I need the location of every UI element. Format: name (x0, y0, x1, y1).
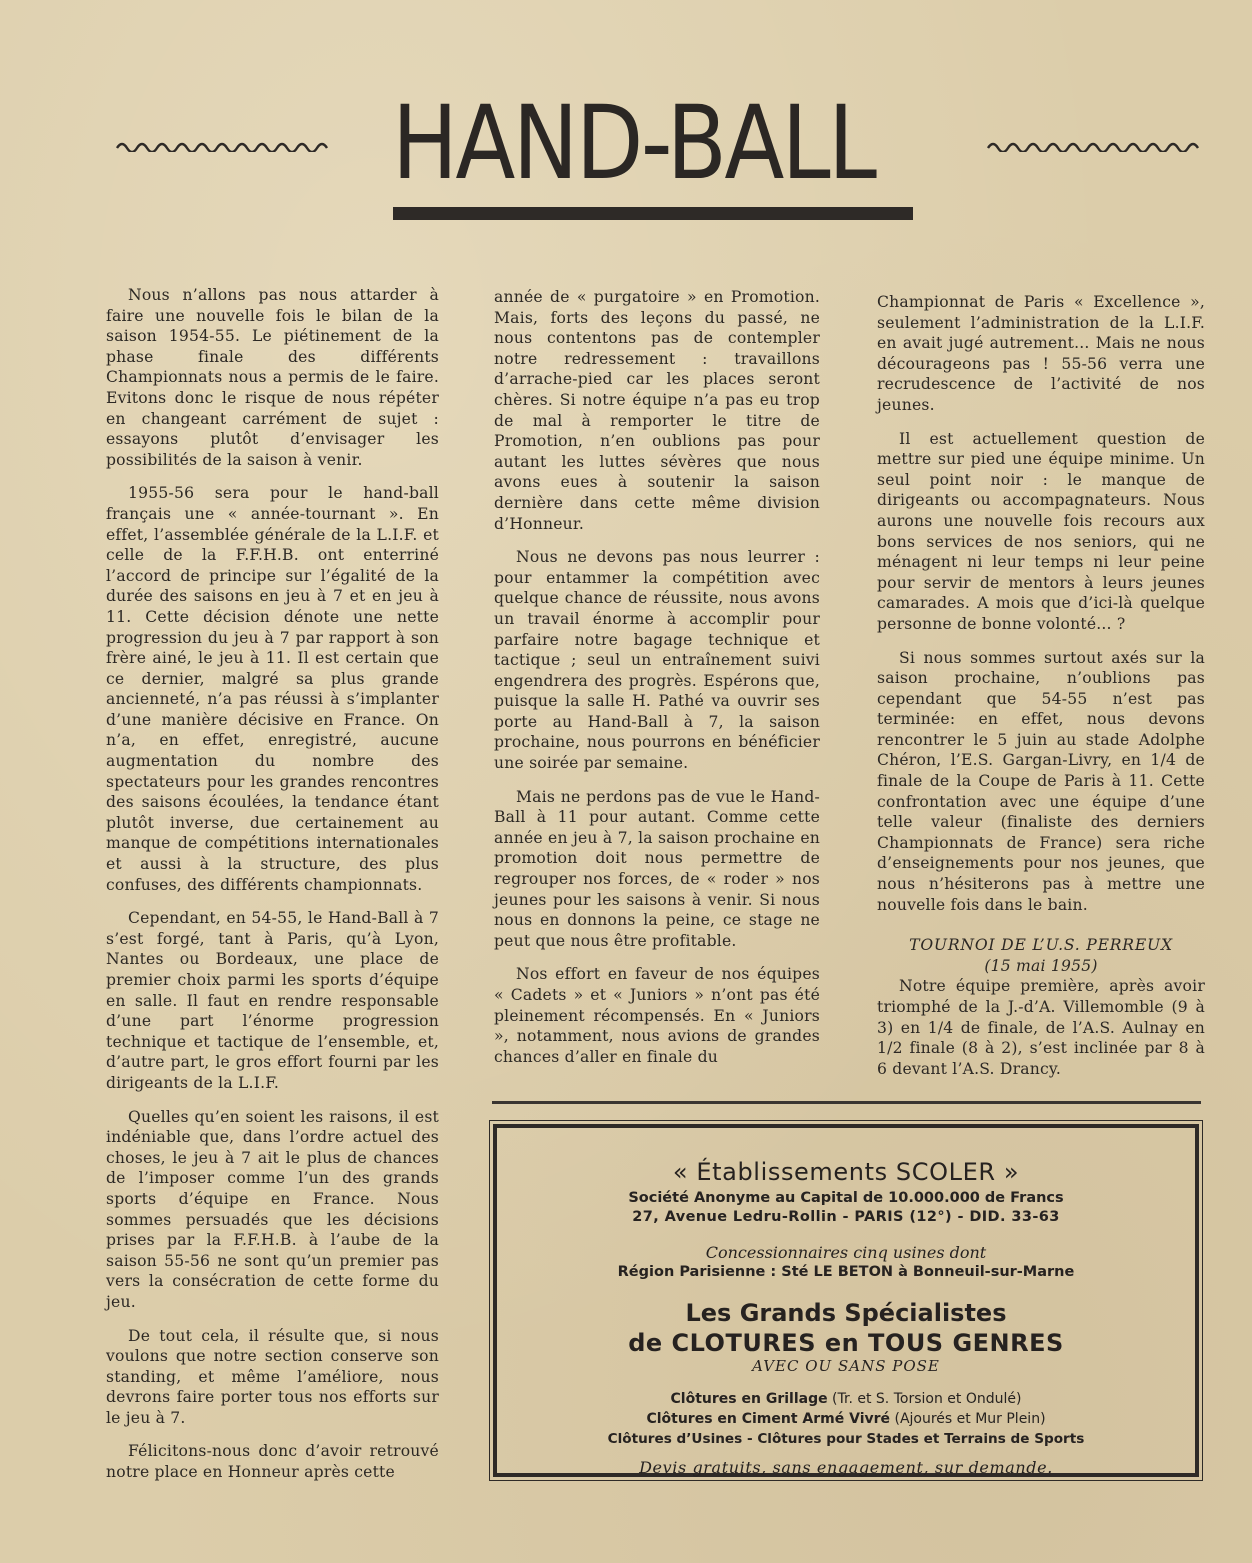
masthead (0, 84, 1252, 228)
divider-rule (492, 1101, 1201, 1104)
page-title: HAND-BALL (392, 84, 875, 203)
title-underline (393, 207, 913, 220)
ad-product-line-3: Clôtures d’Usines - Clôtures pour Stades et Terrains de Sports (607, 1431, 1085, 1447)
paragraph: Championnat de Paris « Excellence », seulement l’administration de la L.I.F. en avait jugé autrement... Mais ne nous décourageons pas ! 55-56 verra une recrudescence de l’activité de nos jeunes. (877, 293, 1205, 414)
article-column-2 (494, 287, 820, 1080)
ad-capital: Société Anonyme au Capital de 10.000.000 de Francs (628, 1190, 1064, 1206)
ad-company-name: « Établissements SCOLER » (672, 1158, 1020, 1186)
ad-product-line-2 (497, 1411, 1195, 1427)
ad-headline-3: AVEC OU SANS POSE (752, 1357, 940, 1375)
paragraph: De tout cela, il résulte que, si nous voulons que notre section conserve son standing, et même l’améliore, nous devrons faire porter tous nos efforts sur le jeu à 7. (106, 1326, 439, 1427)
ad-product-2-detail: (Ajourés et Mur Plein) (890, 1411, 1046, 1427)
paragraph: Nos effort en faveur de nos équipes « Cadets » et « Juniors » n’ont pas été pleinement récompensés. En « Juniors », notamment, nous avions de grandes chances d’aller en finale du (494, 965, 820, 1066)
ad-concession: Concessionnaires cinq usines dont (705, 1243, 987, 1262)
paragraph: Il est actuellement question de mettre sur pied une équipe minime. Un seul point noir : le manque de dirigeants ou accompagnateurs. Nous aurons une nouvelle fois recours aux bons services de nos seniors, qui ne ménagent ni leur temps ni leur peine pour servir de mentors à leurs jeunes camarades. A mois que d’ici-là quelque personne de bonne volonté... ? (877, 429, 1205, 633)
wavy-ornament-left (115, 138, 333, 152)
ad-headline-2: de CLOTURES en TOUS GENRES (628, 1329, 1064, 1357)
ad-address: 27, Avenue Ledru-Rollin - PARIS (12°) - DID. 33-63 (632, 1209, 1060, 1225)
paragraph: Si nous sommes surtout axés sur la saison prochaine, n’oublions pas cependant que 54-55 n’est pas terminée: en effet, nous devons rencontrer le 5 juin au stade Adolphe Chéron, l’E.S. Gargan-Livry, en 1/4 de finale de la Coupe de Paris à 11. Cette confrontation avec une équipe d’une telle valeur (finaliste des derniers Championnats de France) sera riche d’enseignements pour nos jeunes, que nous n’hésiterons pas à mettre une nouvelle fois dans le bain. (877, 648, 1205, 914)
paragraph: Nous ne devons pas nous leurrer : pour entammer la compétition avec quelque chance de réussite, nous avons un travail énorme à accomplir pour parfaire notre bagage technique et tactique ; seul un entraînement suivi engendrera des progrès. Espérons que, puisque la salle H. Pathé va ouvrir ses porte au Hand-Ball à 7, la saison prochaine, nous pourrons en bénéficier une soirée par semaine. (494, 548, 820, 773)
paragraph: 1955-56 sera pour le hand-ball français une « année-tournant ». En effet, l’assemblée générale de la L.I.F. et celle de la F.F.H.B. ont enterriné l’accord de principe sur l’égalité de la durée des saisons en jeu à 7 et en jeu à 11. Cette décision dénote une nette progression du jeu à 7 par rapport à son frère ainé, le jeu à 11. Il est certain que ce dernier, malgré sa plus grande ancienneté, n’a pas réussi à s’implanter d’une manière décisive en France. On n’a, en effet, enregistré, aucune augmentation du nombre des spectateurs pour les grandes rencontres des saisons écoulées, la tendance étant plutôt inverse, due certainement au manque de compétitions internationales et aussi à la structure, des plus confuses, des différents championnats. (106, 484, 439, 894)
ad-headline-1: Les Grands Spécialistes (685, 1299, 1007, 1327)
advertisement-box (493, 1124, 1199, 1477)
ad-product-2-name: Clôtures en Ciment Armé Vivré (646, 1411, 891, 1427)
tournoi-date: (15 mai 1955) (984, 956, 1098, 975)
paragraph: Quelles qu’en soient les raisons, il est indéniable que, dans l’ordre actuel des choses, le jeu à 7 ait le plus de chances de l’imposer comme l’un des grands sports d’équipe en France. Nous sommes persuadés que les décisions prises par la F.F.H.B. à l’aube de la saison 55-56 ne sont qu’un premier pas vers la consécration de cette forme du jeu. (106, 1107, 439, 1311)
paragraph: année de « purgatoire » en Promotion. Mais, forts des leçons du passé, ne nous contentons pas de contempler notre redressement : travaillons d’arrache-pied car les places seront chères. Si notre équipe n’a pas eu trop de mal à remporter le titre de Promotion, n’en oublions pas pour autant les luttes sévères que nous avons eues à soutenir la saison dernière dans cette même division d’Honneur. (494, 288, 820, 533)
tournoi-text: Notre équipe première, après avoir triomphé de la J.-d’A. Villemomble (9 à 3) en 1/4 de finale, de l’A.S. Aulnay en 1/2 finale (8 à 2), s’est inclinée par 8 à 6 devant l’A.S. Drancy. (877, 977, 1205, 1078)
paragraph: Mais ne perdons pas de vue le Hand-Ball à 11 pour autant. Comme cette année en jeu à 7, la saison prochaine en promotion doit nous permettre de regrouper nos forces, de « roder » nos jeunes pour les saisons à venir. Si nous nous en donnons la peine, ce stage ne peut que nous être profitable. (494, 787, 820, 950)
article-column-3 (877, 292, 1205, 1092)
paragraph: Nous n’allons pas nous attarder à faire une nouvelle fois le bilan de la saison 1954-55. Le piétinement de la phase finale des différents Championnats nous a permis de le faire. Evitons donc le risque de nous répéter en changeant carrément de sujet : essayons plutôt d’envisager les possibilités de la saison à venir. (106, 286, 439, 469)
tournoi-heading: TOURNOI DE L’U.S. PERREUX (909, 936, 1173, 955)
ad-product-line-1 (497, 1391, 1195, 1407)
ad-product-1-name: Clôtures en Grillage (670, 1391, 828, 1407)
paragraph: Cependant, en 54-55, le Hand-Ball à 7 s’est forgé, tant à Paris, qu’à Lyon, Nantes ou Bordeaux, une place de premier choix parmi les sports d’équipe en salle. Il faut en rendre responsable d’une part l’énorme progression technique et tactique de l’ensemble, et, d’autre part, le gros effort fourni par les dirigeants de la L.I.F. (106, 909, 439, 1092)
ad-free-quote: Devis gratuits, sans engagement, sur demande. (639, 1458, 1053, 1477)
paragraph: Félicitons-nous donc d’avoir retrouvé notre place en Honneur après cette (106, 1442, 439, 1482)
ad-product-1-detail: (Tr. et S. Torsion et Ondulé) (827, 1391, 1022, 1407)
ad-region: Région Parisienne : Sté LE BETON à Bonneuil-sur-Marne (617, 1264, 1075, 1280)
wavy-ornament-right (986, 138, 1204, 152)
article-column-1 (106, 285, 439, 1496)
